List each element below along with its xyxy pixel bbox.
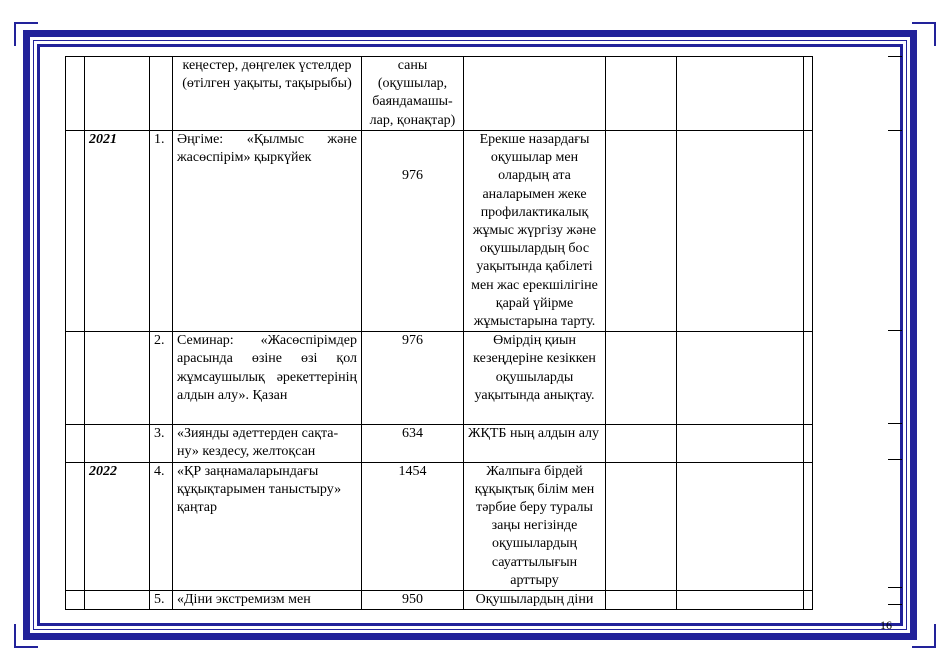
table-cell	[606, 425, 677, 462]
count-cell: 950	[362, 591, 464, 610]
table-cell	[66, 425, 85, 462]
table-cell	[150, 57, 173, 131]
table-header-continuation	[66, 57, 813, 131]
corner-tick-tl-v	[14, 22, 16, 46]
table-cell	[677, 57, 804, 131]
row-number-cell: 1.	[150, 131, 173, 332]
table-cell	[804, 57, 813, 131]
cutoff-column-line	[888, 56, 902, 57]
table-row	[66, 462, 813, 590]
table-cell	[804, 462, 813, 590]
table-cell	[66, 591, 85, 610]
table-cell	[804, 332, 813, 425]
table-cell	[66, 332, 85, 425]
cutoff-column-line	[888, 604, 902, 605]
header-event-cell: кеңестер, дөңгелек үстелдер (өтілген уақыты, тақырыбы)	[173, 57, 362, 131]
row-number-cell: 5.	[150, 591, 173, 610]
table-cell	[606, 462, 677, 590]
events-table	[65, 56, 813, 610]
table-row	[66, 591, 813, 610]
count-cell: 1454	[362, 462, 464, 590]
table-cell	[804, 591, 813, 610]
table-cell	[66, 131, 85, 332]
year-cell	[85, 332, 150, 425]
result-cell: Ерекше назардағы оқушылар мен олардың ата аналарымен жеке профилактикалық жұмыс жүргізу және оқушылардың бос уақытында қабілеті мен жас ерекшілігіне қарай үйірме жұмыстарына тарту.	[464, 131, 606, 332]
result-cell: Жалпыға бірдей құқықтық білім мен тәрбие беру туралы заңы негізінде оқушылардың сауаттылығын арттыру	[464, 462, 606, 590]
year-cell	[85, 425, 150, 462]
result-cell: Өмірдің қиын кезеңдеріне кезіккен оқушыларды уақытында анықтау.	[464, 332, 606, 425]
table-cell	[606, 332, 677, 425]
row-number-cell: 2.	[150, 332, 173, 425]
table-cell	[606, 131, 677, 332]
corner-tick-br-v	[934, 624, 936, 648]
corner-tick-tr-v	[934, 22, 936, 46]
count-cell: 976	[362, 332, 464, 425]
table-cell	[677, 591, 804, 610]
count-cell: 976	[362, 131, 464, 332]
table-cell	[464, 57, 606, 131]
cutoff-column-line	[888, 423, 902, 424]
cutoff-column-line	[888, 330, 902, 331]
table-cell	[677, 462, 804, 590]
table-row	[66, 425, 813, 462]
corner-tick-tl	[14, 22, 38, 24]
event-cell: «Діни экстремизм мен	[173, 591, 362, 610]
year-cell: 2021	[85, 131, 150, 332]
row-number-cell: 3.	[150, 425, 173, 462]
corner-tick-tr	[912, 22, 936, 24]
event-cell: Семинар: «Жасөспірімдер арасында өзіне өзі қол жұмсаушылық әрекеттерінің алдын алу». Қазан	[173, 332, 362, 425]
corner-tick-bl-v	[14, 624, 16, 648]
row-number-cell: 4.	[150, 462, 173, 590]
cutoff-column-line	[888, 587, 902, 588]
cutoff-column-line	[888, 459, 902, 460]
event-cell: «ҚР заңнамаларындағы құқықтарымен таныстыру» қаңтар	[173, 462, 362, 590]
event-cell: Әңгіме: «Қылмыс және жасөспірім» қыркүйек	[173, 131, 362, 332]
table-cell	[677, 332, 804, 425]
count-cell: 634	[362, 425, 464, 462]
page-number: 16	[880, 618, 892, 632]
table-row	[66, 332, 813, 425]
table-cell	[85, 57, 150, 131]
header-count-cell: саны (оқушылар, баяндамашы-лар, қонақтар)	[362, 57, 464, 131]
cutoff-column-line	[888, 130, 902, 131]
table-row	[66, 131, 813, 332]
year-cell	[85, 591, 150, 610]
table-cell	[606, 591, 677, 610]
table-cell	[66, 462, 85, 590]
result-cell: Оқушылардың діни	[464, 591, 606, 610]
table-cell	[677, 131, 804, 332]
table-cell	[804, 425, 813, 462]
table-cell	[606, 57, 677, 131]
corner-tick-bl	[14, 646, 38, 648]
result-cell: ЖҚТБ ның алдын алу	[464, 425, 606, 462]
table-cell	[804, 131, 813, 332]
year-cell: 2022	[85, 462, 150, 590]
event-cell: «Зиянды әдеттерден сақта-ну» кездесу, желтоқсан	[173, 425, 362, 462]
table-cell	[66, 57, 85, 131]
corner-tick-br	[912, 646, 936, 648]
table-cell	[677, 425, 804, 462]
